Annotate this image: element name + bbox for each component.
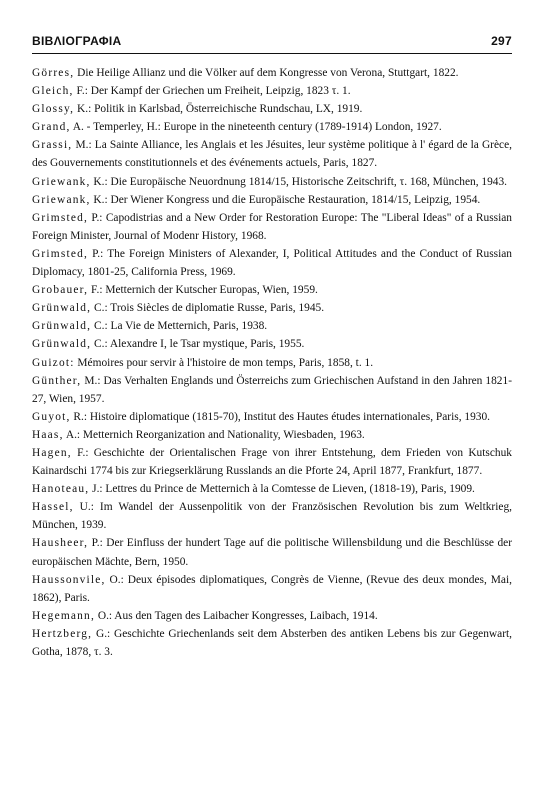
entry-author: Haussonvile,	[32, 573, 106, 586]
entry-text: K.: Die Europäische Neuordnung 1814/15, Historische Zeitschrift, τ. 168, München, 1943.	[90, 175, 508, 188]
bibliography-entry	[32, 354, 512, 372]
entry-author: Hagen,	[32, 446, 72, 459]
entry-author: Griewank,	[32, 175, 91, 188]
entry-author: Görres,	[32, 67, 75, 79]
bibliography-list	[32, 64, 512, 661]
bibliography-entry	[32, 625, 512, 661]
entry-text: A.: Metternich Reorganization and Nationality, Wiesbaden, 1963.	[63, 428, 365, 441]
bibliography-entry	[32, 480, 512, 498]
entry-author: Guyot,	[32, 410, 71, 423]
entry-text: F.: Der Kampf der Griechen um Freiheit, Leipzig, 1823 τ. 1.	[73, 85, 351, 98]
bibliography-entry	[32, 444, 512, 480]
entry-text: P.: The Foreign Ministers of Alexander, I, Political Attitudes and the Conduct of Russian Diplomacy, 1801-25, California Press, 1969.	[32, 247, 512, 279]
entry-author: Grünwald,	[32, 302, 92, 315]
bibliography-entry	[32, 64, 512, 82]
entry-author: Glossy,	[32, 103, 75, 116]
entry-text: P.: Der Einfluss der hundert Tage auf die politische Willensbildung und die Beschlüsse der europäischen Mächte, Bern, 1950.	[32, 537, 512, 568]
entry-text: P.: Capodistrias and a New Order for Restoration Europe: The "Liberal Ideas" of a Russian Foreign Minister, Journal of Modenr History, 1968.	[32, 211, 512, 242]
bibliography-entry	[32, 209, 512, 245]
running-header	[32, 34, 512, 48]
entry-text: Die Heilige Allianz und die Völker auf dem Kongresse von Verona, Stuttgart, 1822.	[74, 67, 459, 79]
bibliography-entry	[32, 281, 512, 299]
page-number: 297	[491, 34, 512, 48]
entry-text: C.: La Vie de Metternich, Paris, 1938.	[91, 320, 268, 333]
entry-text: A. - Temperley, H.: Europe in the nineteenth century (1789-1914) London, 1927.	[70, 121, 442, 134]
bibliography-entry	[32, 299, 512, 317]
bibliography-entry	[32, 82, 512, 100]
entry-author: Griewank,	[32, 193, 91, 206]
entry-author: Grobauer,	[32, 284, 89, 297]
entry-text: M.: Das Verhalten Englands und Österreichs zum Griechischen Aufstand in den Jahren 1821-27, Wien, 1957.	[32, 374, 512, 405]
entry-author: Hassel,	[32, 501, 74, 514]
bibliography-entry	[32, 245, 512, 281]
entry-author: Hausheer,	[32, 537, 89, 550]
entry-author: Grimsted,	[32, 247, 89, 260]
entry-text: G.: Geschichte Griechenlands seit dem Absterben des antiken Lebens bis zur Gegenwart, Gotha, 1878, τ. 3.	[32, 627, 512, 658]
entry-text: U.: Im Wandel der Aussenpolitik von der Französischen Revolution bis zum Weltkrieg, München, 1939.	[32, 501, 512, 532]
entry-text: C.: Alexandre I, le Tsar mystique, Paris, 1955.	[91, 338, 305, 351]
entry-author: Grünwald,	[32, 338, 92, 351]
entry-author: Grassi,	[32, 139, 73, 152]
bibliography-entry	[32, 136, 512, 172]
entry-author: Gleich,	[32, 85, 74, 98]
entry-author: Günther,	[32, 374, 82, 387]
entry-text: C.: Trois Siècles de diplomatie Russe, Paris, 1945.	[91, 302, 325, 315]
bibliography-entry	[32, 173, 512, 191]
entry-text: K.: Der Wiener Kongress und die Europäische Restauration, 1814/15, Leipzig, 1954.	[90, 193, 481, 206]
entry-text: M.: La Sainte Alliance, les Anglais et les Jésuites, leur système politique à l' égard de la Grèce, des Gouvernements constitutionnels et des événements actuels, Paris, 1827.	[32, 139, 512, 170]
entry-author: Hanoteau,	[32, 483, 90, 496]
entry-author: Grand,	[32, 121, 71, 134]
bibliography-entry	[32, 100, 512, 118]
bibliography-entry	[32, 534, 512, 570]
entry-text: O.: Deux épisodes diplomatiques, Congrès de Vienne, (Revue des deux mondes, Mai, 1862), Paris.	[32, 573, 512, 604]
entry-author: Grimsted,	[32, 211, 89, 224]
header-rule	[32, 53, 512, 54]
entry-author: Hegemann,	[32, 609, 95, 622]
entry-author: Grünwald,	[32, 320, 92, 333]
entry-text: J.: Lettres du Prince de Metternich à la Comtesse de Lieven, (1818-19), Paris, 1909.	[89, 483, 475, 496]
entry-text: Mémoires pour servir à l'histoire de mon temps, Paris, 1858, t. 1.	[74, 356, 374, 369]
bibliography-entry	[32, 426, 512, 444]
entry-text: K.: Politik in Karlsbad, Österreichische Rundschau, LX, 1919.	[74, 103, 363, 116]
bibliography-entry	[32, 118, 512, 136]
bibliography-entry	[32, 317, 512, 335]
running-title: ΒΙΒΛΙΟΓΡΑΦΙΑ	[32, 34, 122, 48]
bibliography-entry	[32, 408, 512, 426]
bibliography-entry	[32, 571, 512, 607]
entry-text: F.: Geschichte der Orientalischen Frage von ihrer Entstehung, dem Frieden von Kutschuk Kainardschi 1774 bis zur Kriegserklärung Russlands an die Pforte 24, April 1877, Frankfurt, 1877.	[32, 446, 512, 478]
bibliography-entry	[32, 498, 512, 534]
entry-author: Hertzberg,	[32, 627, 93, 640]
bibliography-entry	[32, 372, 512, 408]
entry-text: O.: Aus den Tagen des Laibacher Kongresses, Laibach, 1914.	[95, 609, 378, 622]
entry-text: F.: Metternich der Kutscher Europas, Wien, 1959.	[88, 284, 318, 297]
bibliography-entry	[32, 191, 512, 209]
bibliography-entry	[32, 335, 512, 353]
entry-author: Haas,	[32, 428, 64, 441]
entry-author: Guizot:	[32, 356, 75, 369]
entry-text: R.: Histoire diplomatique (1815-70), Institut des Hautes études internationales, Paris, 1930.	[70, 410, 491, 423]
bibliography-entry	[32, 607, 512, 625]
